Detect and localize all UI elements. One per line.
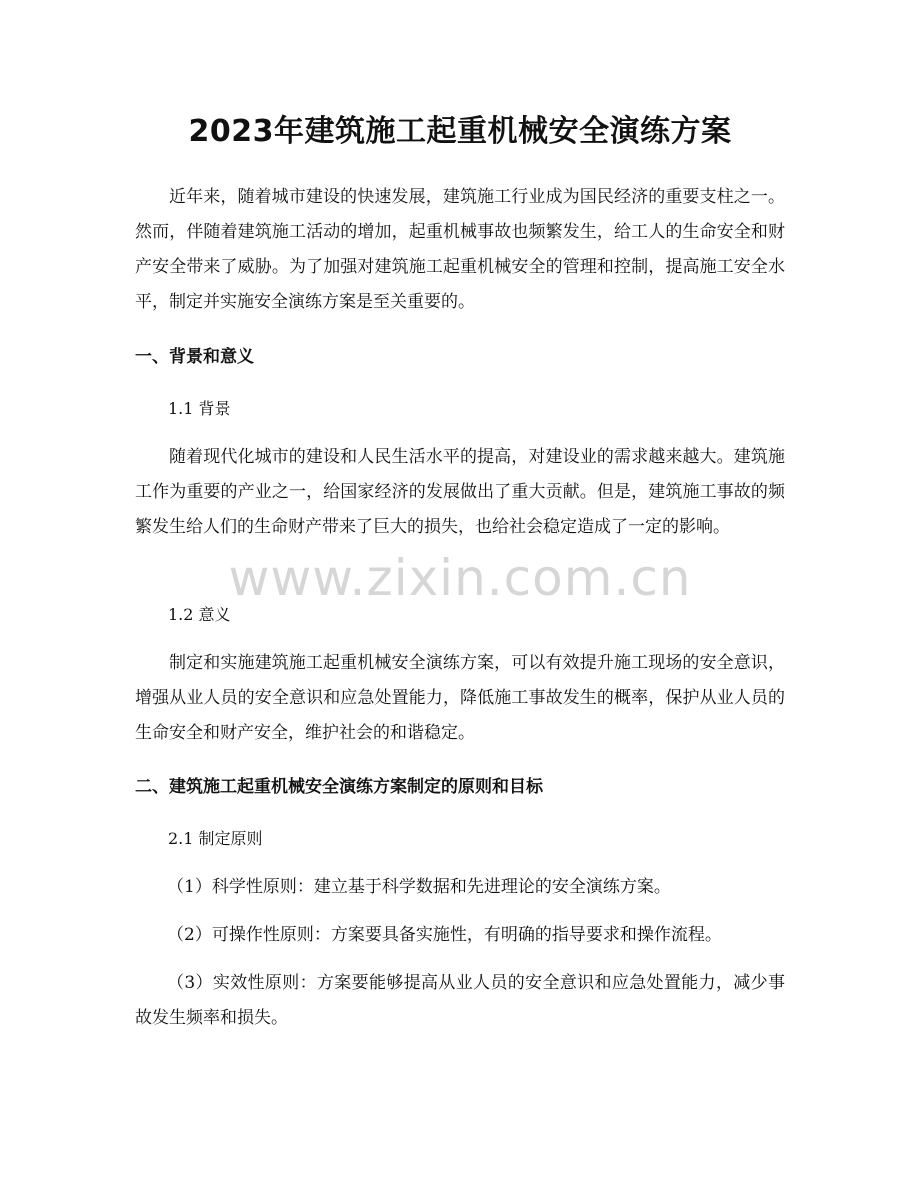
subsection-heading-1-2: 1.2 意义	[168, 605, 231, 624]
subsection-heading-1-1: 1.1 背景	[168, 399, 231, 418]
intro-paragraph: 近年来，随着城市建设的快速发展，建筑施工行业成为国民经济的重要支柱之一。然而，伴随着建筑施工活动的增加，起重机械事故也频繁发生，给工人的生命安全和财产安全带来了威胁。为了加强对建筑施工起重机械安全的管理和控制，提高施工安全水平，制定并实施安全演练方案是至关重要的。	[135, 187, 785, 312]
watermark-text: www.zixin.com.cn	[228, 549, 692, 607]
document-title: 2023年建筑施工起重机械安全演练方案	[188, 114, 732, 149]
subsection-heading-2-1: 2.1 制定原则	[168, 829, 263, 848]
principle-item: （2）可操作性原则：方案要具备实施性，有明确的指导要求和操作流程。	[167, 925, 722, 945]
background-paragraph: 随着现代化城市的建设和人民生活水平的提高，对建设业的需求越来越大。建筑施工作为重要的产业之一，给国家经济的发展做出了重大贡献。但是，建筑施工事故的频繁发生给人们的生命财产带来了巨大的损失，也给社会稳定造成了一定的影响。	[135, 447, 785, 537]
section-heading-background: 一、背景和意义	[135, 347, 254, 367]
principle-item: （3）实效性原则：方案要能够提高从业人员的安全意识和应急处置能力，减少事故发生频率和损失。	[135, 973, 785, 1028]
section-heading-principles: 二、建筑施工起重机械安全演练方案制定的原则和目标	[135, 777, 543, 797]
significance-paragraph: 制定和实施建筑施工起重机械安全演练方案，可以有效提升施工现场的安全意识，增强从业人员的安全意识和应急处置能力，降低施工事故发生的概率，保护从业人员的生命安全和财产安全，维护社会的和谐稳定。	[135, 653, 785, 743]
principle-item: （1）科学性原则：建立基于科学数据和先进理论的安全演练方案。	[167, 877, 671, 897]
